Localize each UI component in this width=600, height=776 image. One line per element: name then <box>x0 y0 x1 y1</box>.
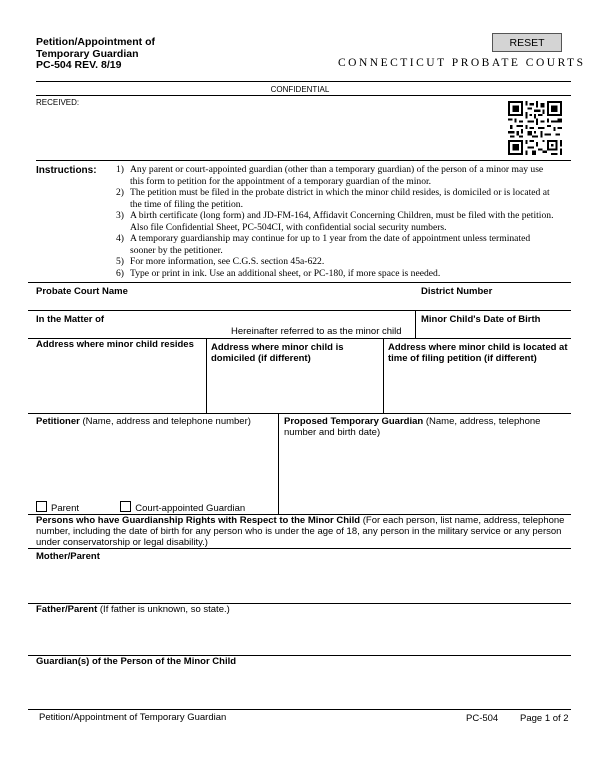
instruction-item: 1) Any parent or court-appointed guardian (other than a temporary guardian) of the person of a minor may use this form to petition for the appointment of a temporary guardian of the minor. <box>116 164 544 187</box>
footer-top-line <box>28 709 571 710</box>
father-parent-label: Father/Parent (If father is unknown, so state.) <box>36 604 230 615</box>
confidential-label: CONFIDENTIAL <box>270 85 330 94</box>
proposed-guardian-label: Proposed Temporary Guardian (Name, address, telephone number and birth date) <box>284 416 541 438</box>
address-domiciled-label: Address where minor child is domiciled (if different) <box>211 342 344 364</box>
matter-row-divider <box>415 310 416 338</box>
footer-page-number: Page 1 of 2 <box>520 713 569 724</box>
address-resides-field[interactable] <box>34 356 202 410</box>
guardians-of-person-label: Guardian(s) of the Person of the Minor Child <box>36 656 237 667</box>
form-title-line2: Temporary Guardian <box>36 47 139 60</box>
received-top-line <box>36 95 571 96</box>
instruction-item: 4) A temporary guardianship may continue for up to 1 year from the date of appointment unless terminated sooner by the petitioner. <box>116 233 531 256</box>
address-resides-label: Address where minor child resides <box>36 339 194 350</box>
reset-button[interactable]: RESET <box>492 33 562 52</box>
district-number-label: District Number <box>421 286 493 297</box>
form-title-line1: Petition/Appointment of <box>36 36 155 48</box>
address-domiciled-field[interactable] <box>210 368 380 410</box>
petitioner-role-options <box>36 501 245 514</box>
form-number-rev: PC-504 REV. 8/19 <box>36 59 122 71</box>
minor-dob-field[interactable] <box>421 325 569 337</box>
persons-rights-label: Persons who have Guardianship Rights with Respect to the Minor Child (For each person, list name, address, telephone number, including the date of birth for any person who is under the age of 18, any person in the military service or any person under conservatorship or legal disability.) <box>36 515 565 548</box>
petitioner-field[interactable] <box>34 430 274 495</box>
probate-court-name-label: Probate Court Name <box>36 286 128 297</box>
court-appointed-guardian-checkbox[interactable] <box>120 501 131 512</box>
address-located-label: Address where minor child is located at time of filing petition (if different) <box>388 342 568 364</box>
form-title-block <box>36 37 155 72</box>
matter-row-top-line <box>28 310 571 311</box>
court-appointed-guardian-label: Court-appointed Guardian <box>135 503 246 514</box>
header-divider <box>36 81 571 82</box>
minor-name-field[interactable] <box>120 312 410 324</box>
proposed-guardian-field[interactable] <box>283 442 567 510</box>
parent-checkbox-label: Parent <box>51 503 79 514</box>
address-divider-2 <box>383 338 384 413</box>
mother-parent-field[interactable] <box>34 564 567 600</box>
district-number-field[interactable] <box>421 298 569 310</box>
instruction-item: 5) For more information, see C.G.S. section 45a-622. <box>116 256 325 267</box>
father-parent-field[interactable] <box>34 617 567 653</box>
probate-court-name-field[interactable] <box>36 298 412 310</box>
received-label: RECEIVED: <box>36 98 80 107</box>
instruction-item: 3) A birth certificate (long form) and JD-FM-164, Affidavit Concerning Children, must be filed with the petition. Also file Confidential Sheet, PC-504CI, with confidential social security numbers. <box>116 210 554 233</box>
footer-form-number: PC-504 <box>466 713 499 724</box>
address-divider-1 <box>206 338 207 413</box>
petitioner-row-top-line <box>28 413 571 414</box>
mother-parent-label: Mother/Parent <box>36 551 100 562</box>
instruction-item: 6) Type or print in ink. Use an additional sheet, or PC-180, if more space is needed. <box>116 267 441 279</box>
qr-code-icon <box>508 101 562 155</box>
instruction-item: 2) The petition must be filed in the probate district in which the minor child resides, is domiciled or is located at the time of filing the petition. <box>116 187 550 210</box>
in-the-matter-of-label: In the Matter of <box>36 314 105 325</box>
instructions-list <box>104 164 558 279</box>
address-located-field[interactable] <box>387 368 569 410</box>
minor-dob-label: Minor Child's Date of Birth <box>421 314 541 325</box>
petitioner-label: Petitioner (Name, address and telephone number) <box>36 416 251 427</box>
footer-form-title: Petition/Appointment of Temporary Guardian <box>39 712 227 723</box>
instructions-top-line <box>36 160 571 161</box>
guardians-of-person-field[interactable] <box>34 669 567 705</box>
hereinafter-label: Hereinafter referred to as the minor child <box>231 326 402 337</box>
parent-checkbox[interactable] <box>36 501 47 512</box>
instructions-label: Instructions: <box>36 165 97 176</box>
court-name: CONNECTICUT PROBATE COURTS <box>338 57 586 69</box>
court-row-top-line <box>28 282 571 283</box>
petitioner-divider <box>278 413 279 514</box>
mother-row-top-line <box>28 548 571 549</box>
